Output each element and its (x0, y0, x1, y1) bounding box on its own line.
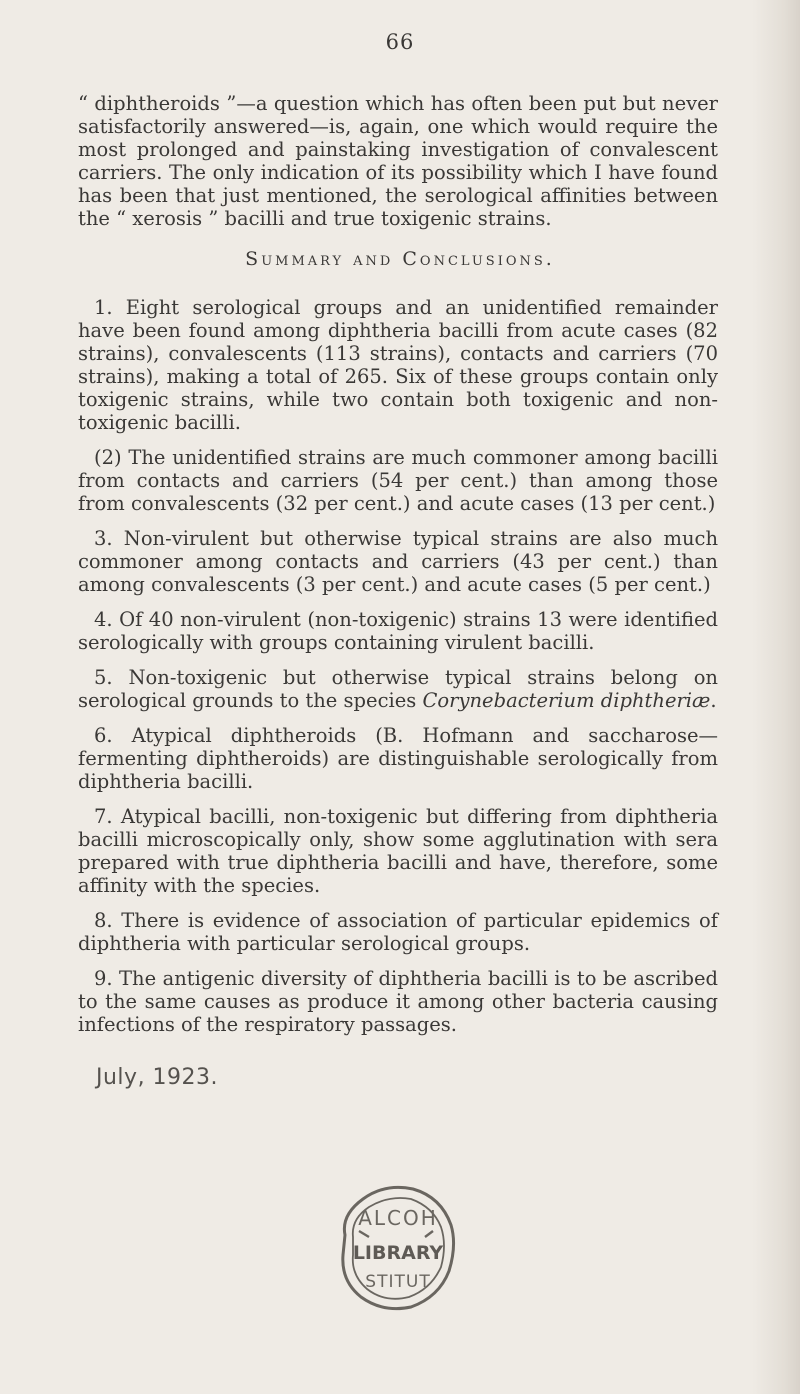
conclusion-item-8: 8. There is evidence of association of particular epidemics of diphtheria with particular serological groups. (78, 909, 718, 955)
conclusion-item-6: 6. Atypical diphtheroids (B. Hofmann and saccharose—fermenting diphtheroids) are distinguishable serologically from diphtheria bacilli. (78, 724, 718, 793)
conclusion-item-9: 9. The antigenic diversity of diphtheria bacilli is to be ascribed to the same causes as produce it among other bacteria causing infections of the respiratory passages. (78, 967, 718, 1036)
conclusion-item-7: 7. Atypical bacilli, non-toxigenic but differing from diphtheria bacilli microscopically only, show some agglutination with sera prepared with true diphtheria bacilli and have, therefore, some affinity with the species. (78, 805, 718, 897)
library-stamp-icon (323, 1175, 473, 1325)
conclusions-list (78, 296, 718, 1048)
conclusion-item-2: (2) The unidentified strains are much commoner among bacilli from contacts and carriers (54 per cent.) than among those from convalescents (32 per cent.) and acute cases (13 per cent.) (78, 446, 718, 515)
section-heading: Summary and Conclusions. (245, 248, 555, 270)
conclusion-item-1: 1. Eight serological groups and an unidentified remainder have been found among diphtheria bacilli from acute cases (82 strains), convalescents (113 strains), contacts and carriers (70 strains), making a total of 265. Six of these groups contain only toxigenic strains, while two contain both toxigenic and non-toxigenic bacilli. (78, 296, 718, 434)
intro-paragraph: “ diphtheroids ”—a question which has often been put but never satisfactorily answered—is, again, one which would require the most prolonged and painstaking investigation of convalescent carriers. The only indication of its possibility which I have found has been that just mentioned, the serological affinities between the “ xerosis ” bacilli and true toxigenic strains. (78, 92, 718, 230)
conclusion-item-5 (78, 666, 718, 712)
conclusion-item-5-end: . (710, 689, 717, 712)
document-date: July, 1923. (96, 1065, 219, 1090)
species-name: Corynebacterium diphtheriæ (422, 689, 711, 712)
conclusion-item-5-text: 5. Non-toxigenic but otherwise typical strains belong on serological grounds to the species (78, 666, 718, 712)
conclusion-item-3: 3. Non-virulent but otherwise typical strains are also much commoner among contacts and carriers (43 per cent.) than among convalescents (3 per cent.) and acute cases (5 per cent.) (78, 527, 718, 596)
stamp-label: LIBRARY (352, 1242, 444, 1264)
stamp-bottom-arc: STITUT (365, 1272, 431, 1292)
stamp-top-arc: ALCOH (358, 1206, 438, 1230)
conclusion-item-4: 4. Of 40 non-virulent (non-toxigenic) strains 13 were identified serologically with groups containing virulent bacilli. (78, 608, 718, 654)
page-number: 66 (385, 30, 415, 54)
